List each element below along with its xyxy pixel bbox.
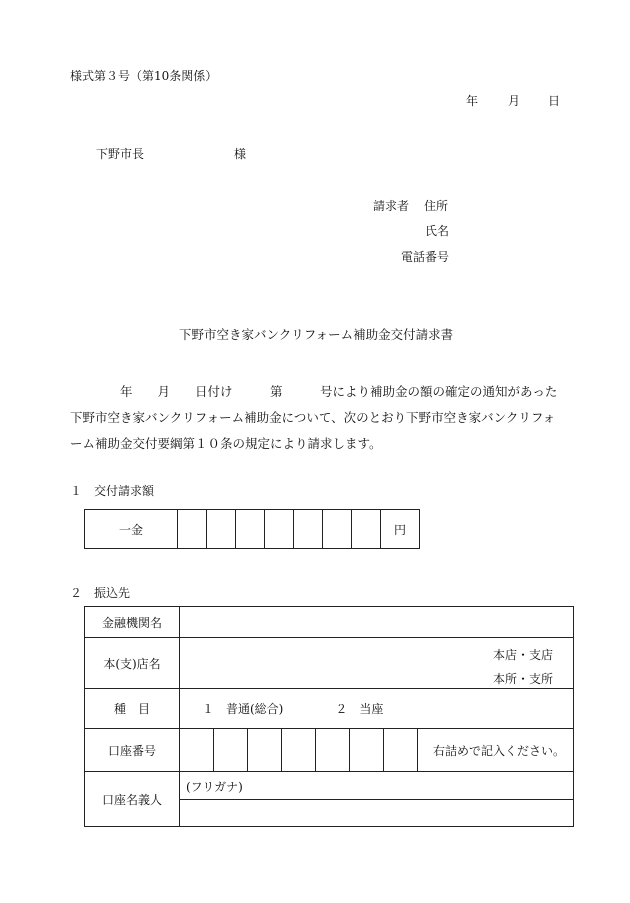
- amount-digit-cell[interactable]: [207, 510, 236, 549]
- account-digit-cell[interactable]: [248, 729, 282, 772]
- account-digit-cell[interactable]: [180, 729, 214, 772]
- account-holder-label: 口座名義人: [85, 772, 180, 827]
- document-title: 下野市空き家バンクリフォーム補助金交付請求書: [179, 327, 454, 342]
- claimant-phone-label: 電話番号: [401, 250, 450, 264]
- section-1-heading: １ 交付請求額: [70, 484, 155, 498]
- amount-digit-cell[interactable]: [352, 510, 381, 549]
- amount-digit-cell[interactable]: [178, 510, 207, 549]
- account-digit-cell[interactable]: [282, 729, 316, 772]
- amount-digit-cell[interactable]: [294, 510, 323, 549]
- branch-option-1: 本店・支店: [492, 648, 553, 662]
- furigana-label: (フリガナ): [186, 780, 243, 794]
- account-digit-cell[interactable]: [384, 729, 418, 772]
- account-digit-cell[interactable]: [350, 729, 384, 772]
- branch-option-2: 本所・支所: [492, 672, 553, 686]
- claimant-label: 請求者: [373, 199, 410, 213]
- day-label: 日: [548, 94, 561, 108]
- account-type-label: 種 目: [85, 689, 180, 729]
- section-2-heading: ２ 振込先: [70, 586, 131, 600]
- body-line-1: 年 月 日付け 第 号により補助金の額の確定の通知があった: [70, 384, 558, 399]
- amount-digit-cell[interactable]: [265, 510, 294, 549]
- account-number-label: 口座番号: [85, 729, 180, 772]
- account-type-option-2: ２ 当座: [335, 702, 384, 716]
- claimant-name-label: 氏名: [425, 224, 450, 238]
- account-digit-cell[interactable]: [214, 729, 248, 772]
- bank-name-field[interactable]: [180, 607, 574, 638]
- amount-digit-cell[interactable]: [323, 510, 352, 549]
- bank-table: [84, 606, 574, 827]
- account-holder-furigana-field[interactable]: [180, 772, 574, 800]
- branch-field[interactable]: [180, 638, 574, 689]
- date-line: [466, 95, 560, 107]
- body-line-3: ーム補助金交付要綱第１０条の規定により請求します。: [70, 436, 382, 451]
- claimant-address-label: 住所: [424, 199, 449, 213]
- account-type-option-1: １ 普通(総合): [202, 702, 284, 716]
- account-digit-cell[interactable]: [316, 729, 350, 772]
- body-text: [70, 379, 565, 457]
- amount-prefix: 一金: [85, 510, 178, 549]
- addressee-honorific: 様: [234, 147, 247, 161]
- account-holder-name-field[interactable]: [180, 800, 574, 827]
- body-line-2: 下野市空き家バンクリフォーム補助金について、次のとおり下野市空き家バンクリフォ: [70, 410, 556, 425]
- month-label: 月: [508, 94, 521, 108]
- year-label: 年: [466, 94, 479, 108]
- amount-unit: 円: [381, 510, 420, 549]
- amount-table: [84, 509, 420, 549]
- addressee: [96, 148, 246, 160]
- account-number-note: 右詰めで記入ください。: [418, 729, 574, 772]
- addressee-name: 下野市長: [96, 147, 145, 161]
- bank-name-label: 金融機関名: [85, 607, 180, 638]
- account-type-field[interactable]: [180, 689, 574, 729]
- branch-label: 本(支)店名: [85, 638, 180, 689]
- amount-digit-cell[interactable]: [236, 510, 265, 549]
- form-number: 様式第３号（第10条関係）: [70, 69, 218, 83]
